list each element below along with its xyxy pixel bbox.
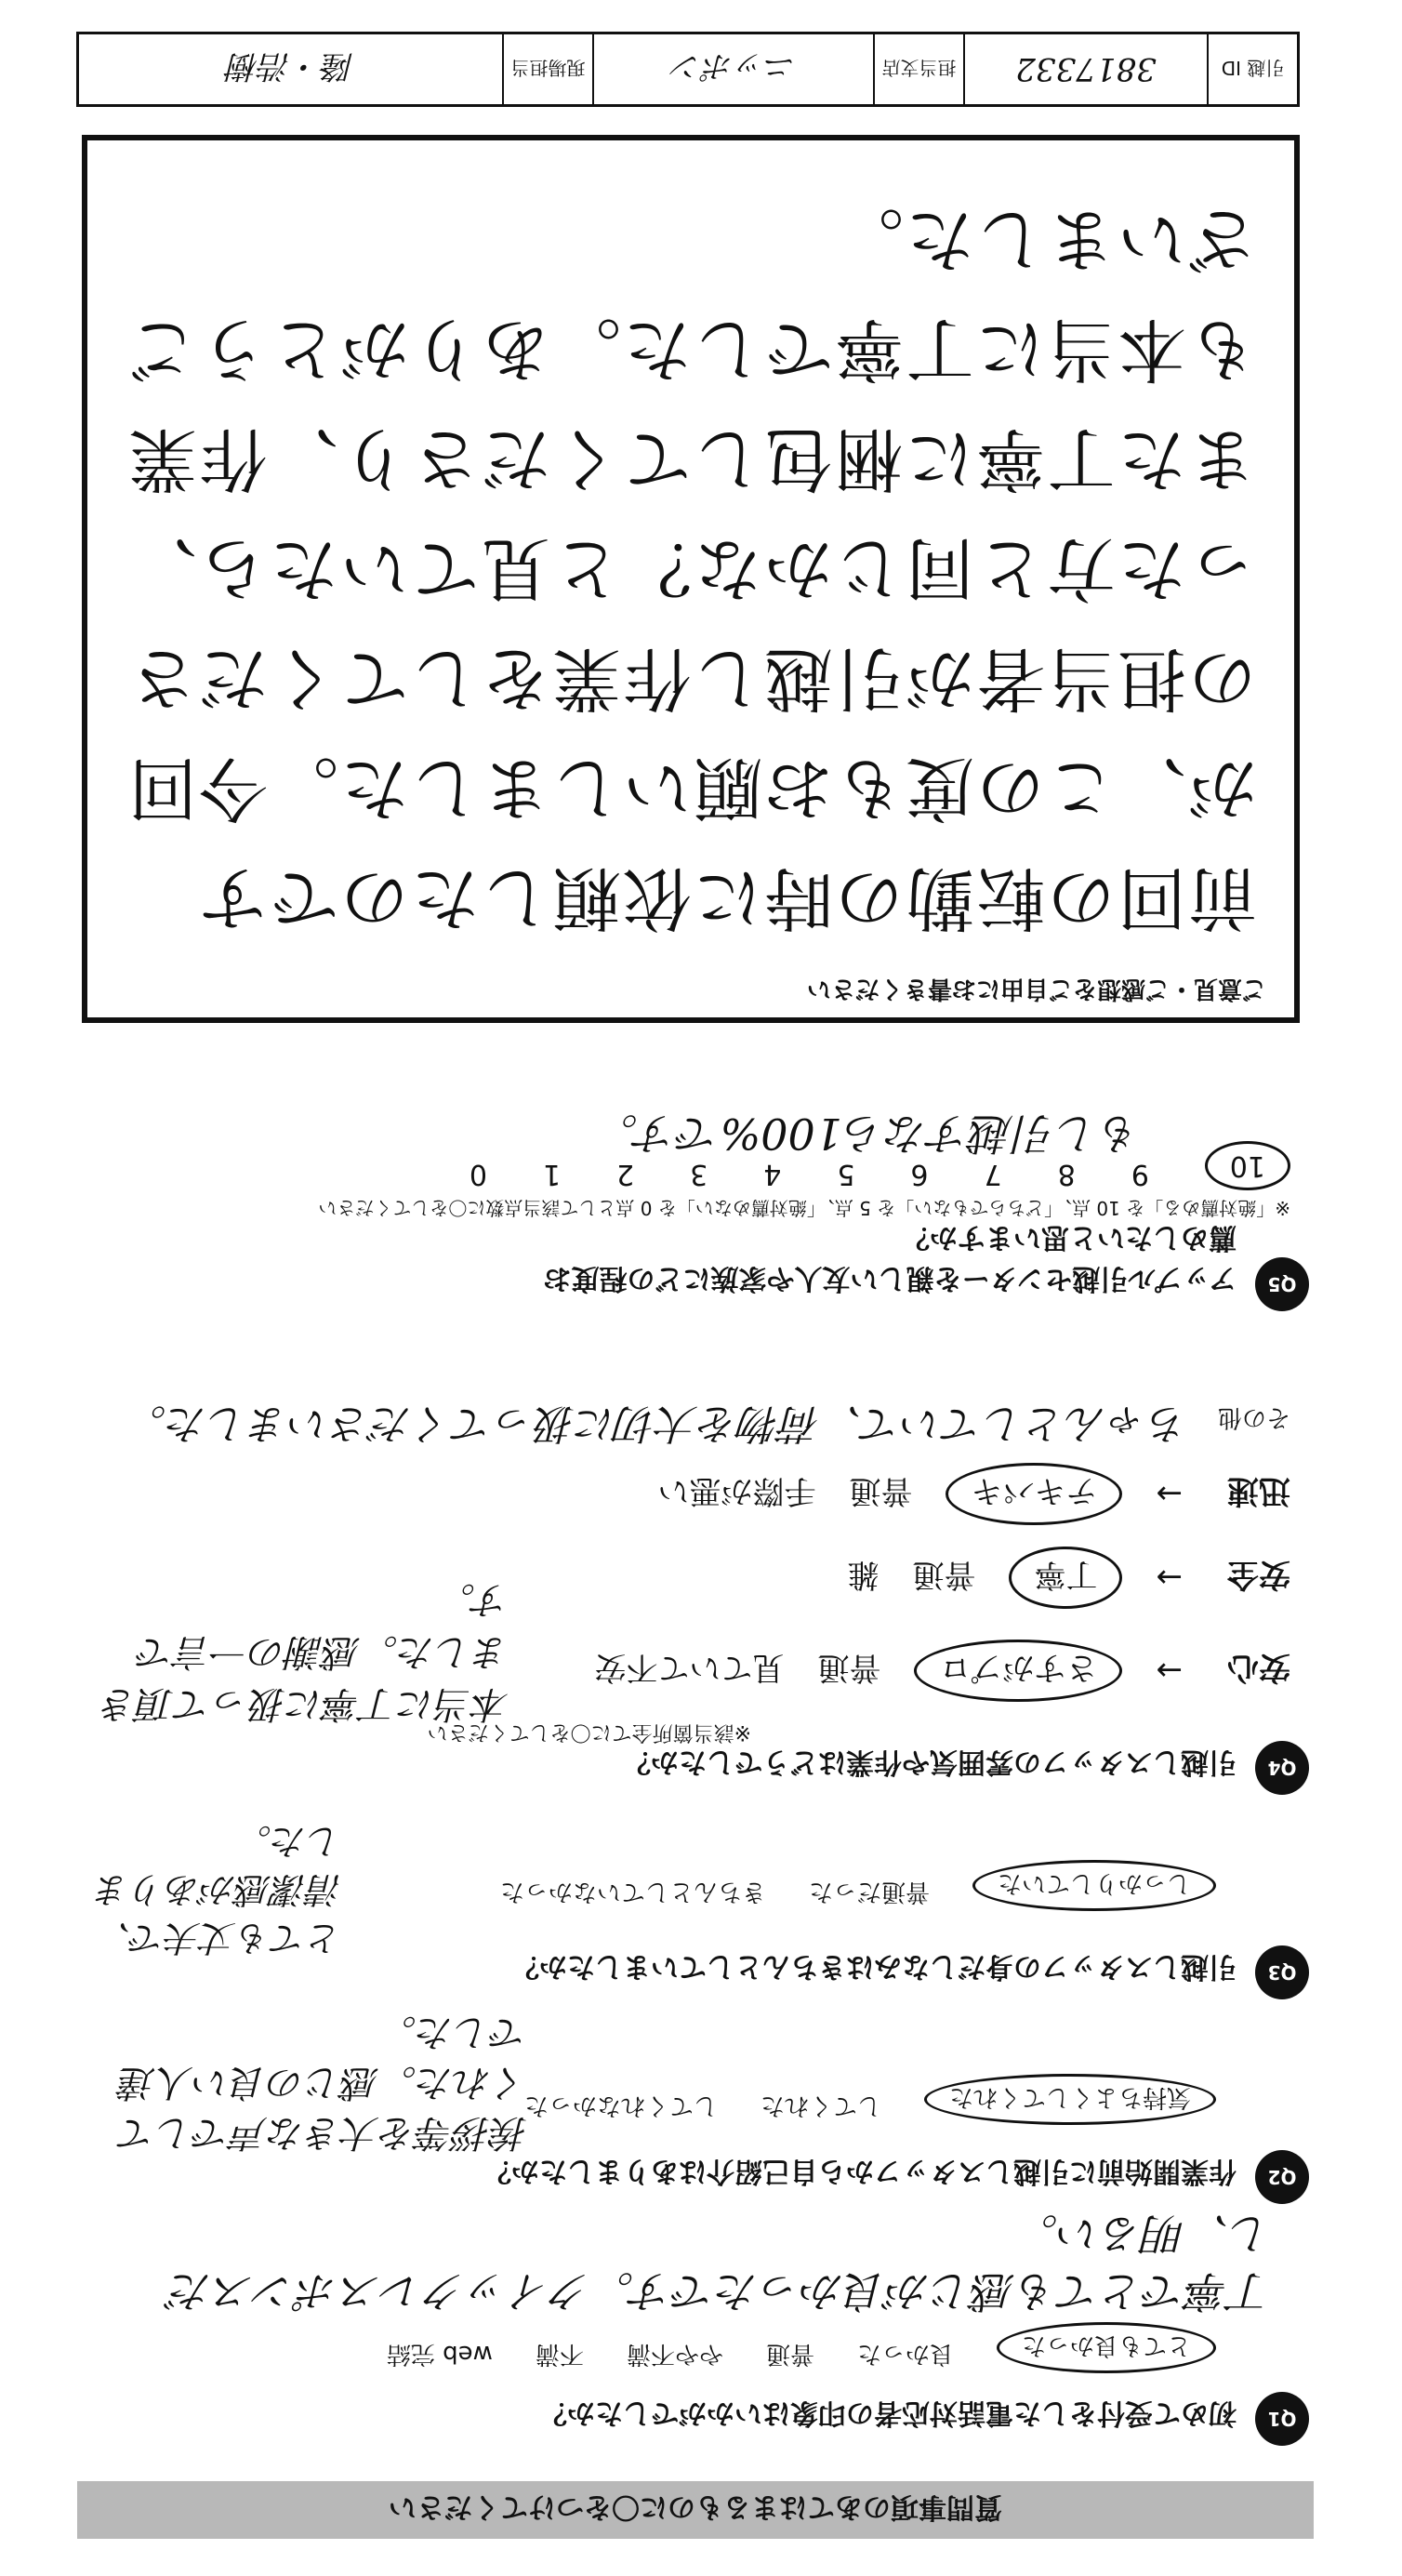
q4-option[interactable]: 普通 xyxy=(912,1556,976,1593)
arrow-right-icon: → xyxy=(1156,1559,1183,1597)
q1-text: 初めて受付をした電話対応者の印象はいかがでしたか？ xyxy=(539,2397,1237,2429)
q5-badge: Q5 xyxy=(1255,1257,1309,1311)
question-2 xyxy=(82,2011,1309,2204)
q2-handwriting: 挨拶等を大きな声でしてくれた。感じの良い人達でした。 xyxy=(119,2011,528,2154)
q2-option-selected[interactable]: 気持ちよくしてくれた xyxy=(924,2074,1216,2125)
team-value: 隆・浩樹 xyxy=(227,47,354,85)
q4-option[interactable]: 雑 xyxy=(847,1556,880,1593)
arrow-right-icon: → xyxy=(1156,1652,1183,1690)
q1-option[interactable]: 良かった xyxy=(856,2340,954,2368)
question-1 xyxy=(82,2204,1309,2446)
q4-option-selected[interactable]: さすがプロ xyxy=(915,1640,1123,1702)
q1-options xyxy=(387,2322,1216,2373)
q2-option[interactable]: してくれなかった xyxy=(523,2091,718,2119)
id-label: 引越 ID xyxy=(1207,34,1297,104)
q4-row-label: 迅速 xyxy=(1227,1472,1290,1509)
q5-score[interactable]: 2 xyxy=(616,1158,635,1190)
q5-score[interactable]: 4 xyxy=(763,1158,782,1190)
q4-row-label: 安全 xyxy=(1227,1556,1290,1593)
q1-option[interactable]: 不満 xyxy=(535,2340,584,2368)
q5-score[interactable]: 6 xyxy=(910,1158,929,1190)
team-label: 現場担当 xyxy=(502,34,592,104)
q5-note: ※「絶対薦める」を 10 点、「どちらでもない」を 5 点、「絶対薦めない」を 0 点として該当点数に〇をしてください xyxy=(318,1197,1290,1219)
q2-options xyxy=(524,2074,1216,2125)
q4-text: 引越しスタッフの雰囲気や作業はどうでしたか？ xyxy=(623,1746,1237,1778)
q4-badge: Q4 xyxy=(1255,1741,1309,1795)
question-4 xyxy=(82,1311,1309,1795)
q1-option-selected[interactable]: とても良かった xyxy=(997,2322,1216,2373)
q4-row-jinsoku xyxy=(658,1463,1291,1525)
q4-other-label: その他 xyxy=(1217,1403,1290,1431)
q2-badge: Q2 xyxy=(1255,2150,1309,2204)
comment-box xyxy=(82,135,1300,1023)
branch-value: ニッポン xyxy=(592,34,873,104)
q4-note: ※該当箇所全てに〇をしてください xyxy=(427,1720,751,1744)
q4-option-selected[interactable]: テキパキ xyxy=(946,1463,1123,1525)
q5-text: アップル引越センターを親しい友人や家族にどの程度お薦めしたいと思いますか？ xyxy=(543,1221,1237,1295)
q2-option[interactable]: してくれた xyxy=(760,2091,881,2119)
q5-scale xyxy=(470,1141,1290,1190)
q5-score[interactable]: 5 xyxy=(837,1158,855,1190)
q3-option[interactable]: 普通だった xyxy=(808,1878,930,1905)
q3-badge: Q3 xyxy=(1255,1945,1309,1999)
q3-options xyxy=(500,1860,1216,1911)
q4-handwriting: 本当に丁寧に扱って頂きました。感謝の一言です。 xyxy=(100,1578,509,1725)
q5-handwriting: もし引越すなら100%です。 xyxy=(595,1109,1142,1159)
q2-text: 作業開始前に引越しスタッフから自己紹介はありましたか？ xyxy=(483,2155,1237,2187)
q4-option[interactable]: 見ていて不安 xyxy=(594,1649,785,1686)
q5-score[interactable]: 8 xyxy=(1057,1158,1076,1190)
q4-option[interactable]: 普通 xyxy=(817,1649,881,1686)
q3-option[interactable]: きちんとしていなかった xyxy=(499,1878,766,1905)
q5-score[interactable]: 0 xyxy=(469,1158,487,1190)
arrow-right-icon: → xyxy=(1156,1475,1183,1513)
q3-handwriting: とても丈夫で、清潔感がありました。 xyxy=(94,1821,342,1959)
id-value: 3817332 xyxy=(963,34,1207,104)
q1-badge: Q1 xyxy=(1255,2392,1309,2446)
q5-score[interactable]: 3 xyxy=(690,1158,708,1190)
question-3 xyxy=(82,1795,1309,1999)
branch-label: 担当支店 xyxy=(873,34,963,104)
id-bar xyxy=(76,32,1300,107)
comment-title: ご意見・ご感想をご自由にお書きください xyxy=(806,975,1266,1003)
q4-option[interactable]: 普通 xyxy=(849,1472,913,1509)
q4-other-text: ちゃんとしていて、荷物を大切に扱ってくださいました。 xyxy=(125,1400,1188,1447)
q1-handwriting: 丁寧でとても感じが良かったです。クイックレスポンスだし、明るい。 xyxy=(168,2209,1272,2317)
instructions-banner: 質問事項のあてはまるものに〇をつけてください xyxy=(77,2481,1314,2539)
comment-handwriting: 前回の転勤の時に依頼したのですが、この度もお願いしました。今回の担当者が引越し作業をしてくださった方と同じかな？と見ていたら、また丁寧に梱包してくださり、作業も本当に丁寧でした。ありがとうございました。 xyxy=(126,199,1257,937)
q1-option[interactable]: 普通 xyxy=(765,2340,814,2368)
q4-row-anshin xyxy=(595,1640,1291,1702)
q4-option[interactable]: 手際が悪い xyxy=(657,1472,816,1509)
q5-score-selected[interactable]: 10 xyxy=(1205,1141,1290,1190)
q5-score[interactable]: 7 xyxy=(984,1158,1002,1190)
q4-row-anzen xyxy=(848,1547,1291,1609)
q5-score[interactable]: 1 xyxy=(542,1158,562,1190)
q1-option[interactable]: web 完結 xyxy=(386,2340,493,2368)
q3-option-selected[interactable]: しっかりしていた xyxy=(972,1860,1216,1911)
q1-option[interactable]: やや不満 xyxy=(626,2340,723,2368)
q4-row-label: 安心 xyxy=(1227,1649,1290,1686)
q3-text: 引越しスタッフの身だしなみはきちんとしていましたか？ xyxy=(511,1950,1237,1983)
q5-score[interactable]: 9 xyxy=(1131,1158,1149,1190)
q4-option-selected[interactable]: 丁寧 xyxy=(1010,1547,1123,1609)
